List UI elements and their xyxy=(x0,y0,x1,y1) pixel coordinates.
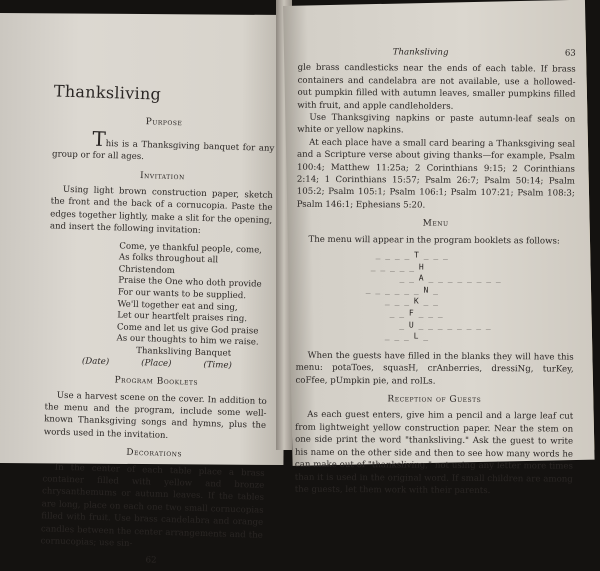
purpose-heading: Purpose xyxy=(145,117,183,129)
reception-text: As each guest enters, give him a pencil and a large leaf cut from lightweight yellow construction paper. Near the stem on one side print the word "thanksliving." Ask the guest to write his name on the other side and then to see how many words he can make out of "thanksliving," not using any letter more times than it is used in the original word. If small children are among the guests, let them work with their parents. xyxy=(294,410,574,496)
date-field: (Date) xyxy=(81,355,110,367)
menu-intro: The menu will appear in the program booklets as follows: xyxy=(308,234,560,247)
poem-line: As our thoughts to him we raise. xyxy=(116,333,259,349)
decorations-heading: Decorations xyxy=(126,447,183,460)
menu-line: _ _ F _ _ _ xyxy=(355,308,443,318)
place-field: (Place) xyxy=(141,357,172,369)
invitation-poem xyxy=(81,241,272,373)
paragraph: Use Thanksgiving napkins or paste autumn-leaf seals on white or yellow napkins. xyxy=(297,112,576,136)
booklets-heading: Program Booklets xyxy=(114,375,199,389)
poem-line: For our wants to be supplied. xyxy=(117,287,247,302)
running-header xyxy=(298,46,576,60)
purpose-text xyxy=(51,126,275,167)
menu-puzzle xyxy=(356,249,575,343)
menu-answer: When the guests have filled in the blanks they will have this menu: potaToes, squasH, crAnberries, dressiNg, turKey, coFfee, pUmpkin pie, and rolLs. xyxy=(295,350,574,387)
left-page xyxy=(0,13,287,567)
poem-line: Let our heartfelt praises ring. xyxy=(117,310,248,325)
poem-line: Come and let us give God praise xyxy=(116,322,259,337)
poem-line: As folks throughout all Christendom xyxy=(118,252,219,276)
right-page-content xyxy=(295,46,576,498)
poem-line: We'll together eat and sing, xyxy=(117,299,238,313)
poem-line: Come, ye thankful people, come, xyxy=(119,241,263,256)
decorations-text: In the center of each table place a brass container filled with yellow and bronze chrysanthemums or autumn leaves. If the tables are long, place on each one two small cornucopias filled with fruit. Use brass candelabra and orange candles between the center arrangements and the cornucopias; use sin- xyxy=(40,462,265,550)
reception-heading: Reception of Guests xyxy=(387,394,482,406)
time-field: (Time) xyxy=(203,359,232,371)
page-number-left: 62 xyxy=(145,555,157,567)
running-title: Thanksliving xyxy=(392,47,449,58)
right-page xyxy=(283,0,595,496)
page-number-right: 63 xyxy=(564,48,576,59)
menu-line: _ _ _ K _ _ xyxy=(356,296,438,307)
poem-line: Praise the One who doth provide xyxy=(118,275,262,291)
menu-line: _ _ _ _ _ H xyxy=(356,261,424,272)
menu-line: _ _ _ _ T _ _ _ xyxy=(356,250,448,260)
menu-heading: Menu xyxy=(422,218,449,230)
invitation-heading: Invitation xyxy=(139,170,185,182)
menu-line: _ _ _ _ _ _ N _ xyxy=(356,284,439,295)
paragraph: At each place have a small card bearing a Thanksgiving seal and a Scripture verse about giving thanks—for example, Psalm 100:4; Matthew 11:25a; 2 Corinthians 9:15; 2 Corinthians 2:14; 1 Corinthians 15:57; Psalm 26:7; Psalm 50:14; Psalm 105:2; Psalm 105:1; Psalm 106:1; Psalm 107:21; Psalm 108:3; Psalm 146:1; Ephesians 5:20. xyxy=(296,137,576,211)
drop-cap: T xyxy=(92,126,107,151)
poem-banquet: Thanksliving Banquet xyxy=(136,345,232,359)
invitation-text: Using light brown construction paper, sketch the front and the back of a cornucopia. Paste the edges together lightly, make a slit for the opening, and insert the following invitation: xyxy=(49,184,274,237)
menu-line: _ U _ _ _ _ _ _ _ _ xyxy=(355,319,491,330)
menu-line: _ _ A _ _ _ _ _ _ _ _ xyxy=(356,273,501,284)
purpose-body: his is a Thanksgiving banquet for any group or for all ages. xyxy=(51,138,275,163)
chapter-title: Thanksliving xyxy=(53,81,162,104)
paragraph: gle brass candlesticks near the ends of each table. If brass containers and candelabra are not available, use a hollowed-out pumpkin filled with autumn leaves, smaller pumpkins filled with fruit, and apple candleholders. xyxy=(297,63,576,112)
menu-line: _ _ _ L _ xyxy=(355,331,429,341)
booklets-text: Use a harvest scene on the cover. In addition to the menu and the program, include some well-known Thanksgiving songs and hymns, plus the words used in the invitation. xyxy=(43,390,267,441)
left-page-content xyxy=(40,81,276,570)
